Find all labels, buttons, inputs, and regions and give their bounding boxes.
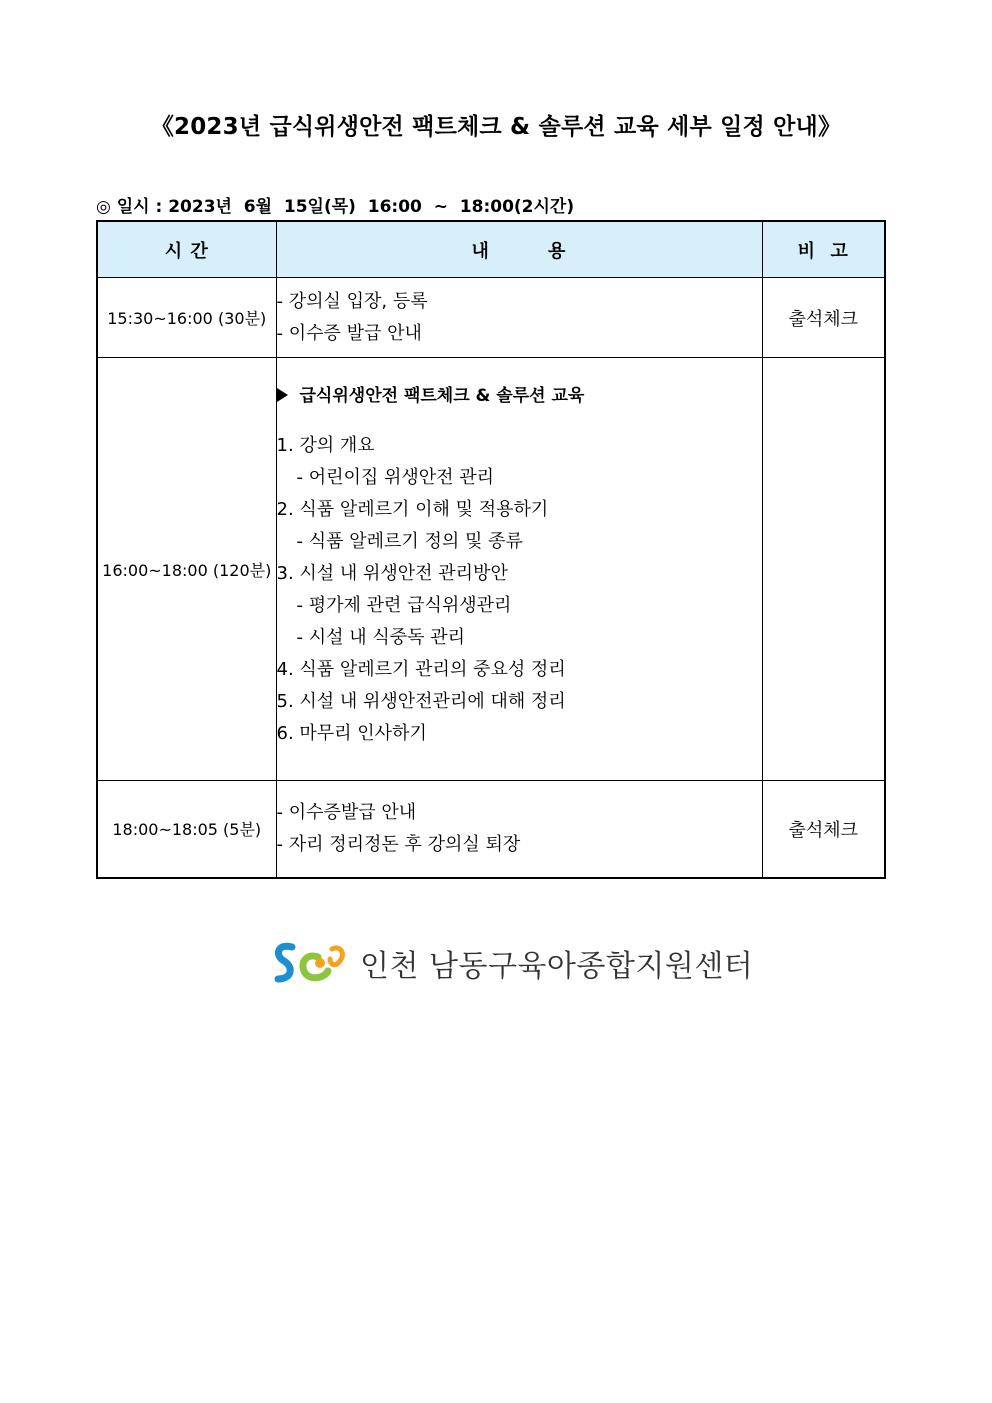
time-cell: 18:00~18:05 (5분) — [97, 781, 276, 878]
note-cell: 출석체크 — [762, 781, 885, 878]
time-cell: 15:30~16:00 (30분) — [97, 278, 276, 358]
date-info: ◎ 일시 : 2023년 6월 15일(목) 16:00 ~ 18:00(2시간) — [96, 197, 575, 217]
agenda-item: 1. 강의 개요 — [276, 435, 375, 456]
note-cell — [762, 358, 885, 781]
time-cell: 16:00~18:00 (120분) — [97, 358, 276, 781]
table-header-row — [97, 221, 885, 278]
table-row — [97, 278, 885, 358]
content-cell — [276, 358, 762, 781]
agenda-item: 6. 마무리 인사하기 — [276, 723, 427, 744]
table-row — [97, 781, 885, 878]
page-title: 《2023년 급식위생안전 팩트체크 & 솔루션 교육 세부 일정 안내》 — [150, 114, 842, 140]
agenda-subitem: - 식품 알레르기 정의 및 종류 — [296, 531, 523, 552]
center-logo-icon — [270, 939, 348, 987]
session-subtitle-text: 급식위생안전 팩트체크 & 솔루션 교육 — [299, 386, 585, 406]
triangle-right-icon — [277, 388, 288, 402]
content-line: - 이수증 발급 안내 — [276, 322, 422, 344]
header-note: 비 고 — [762, 221, 885, 278]
content-line: - 이수증발급 안내 — [276, 801, 417, 823]
content-line: - 강의실 입장, 등록 — [276, 290, 428, 312]
header-content: 내 용 — [276, 221, 762, 278]
agenda-item: 3. 시설 내 위생안전 관리방안 — [276, 563, 508, 584]
agenda-subitem: - 어린이집 위생안전 관리 — [296, 467, 495, 488]
center-logo — [270, 938, 753, 988]
note-cell: 출석체크 — [762, 278, 885, 358]
session-subtitle — [277, 380, 762, 412]
agenda-item: 2. 식품 알레르기 이해 및 적용하기 — [276, 499, 549, 520]
content-cell — [276, 781, 762, 878]
logo-text: 인천 남동구육아종합지원센터 — [360, 949, 754, 984]
content-cell — [276, 278, 762, 358]
agenda-subitem: - 시설 내 식중독 관리 — [296, 627, 465, 648]
header-time: 시 간 — [97, 221, 276, 278]
agenda-item: 4. 식품 알레르기 관리의 중요성 정리 — [276, 659, 566, 680]
agenda-subitem: - 평가제 관련 급식위생관리 — [296, 595, 512, 616]
schedule-table — [96, 220, 886, 879]
agenda-item: 5. 시설 내 위생안전관리에 대해 정리 — [276, 691, 566, 712]
content-line: - 자리 정리정돈 후 강의실 퇴장 — [276, 833, 521, 855]
table-row — [97, 358, 885, 781]
